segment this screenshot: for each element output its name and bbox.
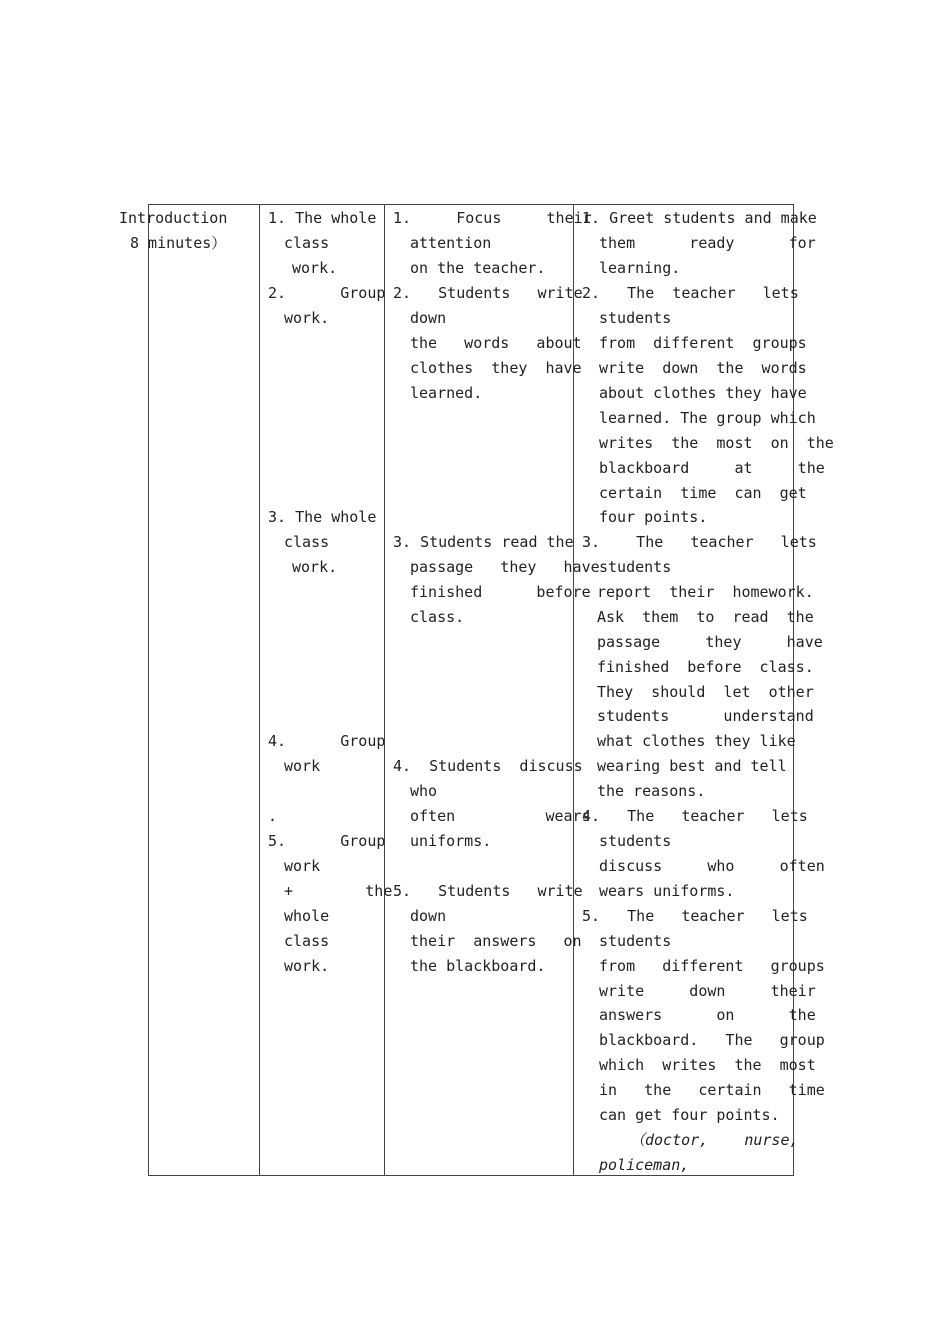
teacher-activity-line: learned. The group which [599,409,816,427]
teacher-activity-line: students [599,558,672,576]
teacher-activity-line: blackboard at the [599,459,825,477]
teacher-activity-line: 4. The teacher lets [582,807,808,825]
teacher-activity-line: blackboard. The group [599,1031,825,1049]
teacher-activity-line: write down the words [599,359,807,377]
organization-item: work. [284,957,330,975]
organization-item: 5. Group [268,832,386,850]
teacher-activity-line: students [599,832,672,850]
teacher-activity-line: from different groups [599,334,807,352]
teacher-activity-line: 2. The teacher lets [582,284,799,302]
organization-item: + the [284,882,393,900]
student-activity-line: 1. Focus their [393,209,592,227]
teacher-activity-line: answers on the [599,1006,816,1024]
organization-item: work. [292,558,338,576]
organization-item: class [284,932,330,950]
student-activity-line: 5. Students write [393,882,583,900]
organization-item: 4. Group [268,732,386,750]
student-activity-line: the words about [410,334,582,352]
teacher-activity-line: 3. The teacher lets [582,533,817,551]
teacher-activity-line: which writes the most [599,1056,816,1074]
teacher-activity-line: them ready for [599,234,816,252]
student-activity-line: 4. Students discuss [393,757,583,775]
teacher-activity-line: passage they have [597,633,823,651]
teacher-activity-line: learning. [599,259,681,277]
teacher-activity-line: from different groups [599,957,825,975]
organization-item: 1. The whole [268,209,377,227]
teacher-activity-line: wears uniforms. [599,882,735,900]
organization-item: work [284,857,321,875]
student-activity-line: often wears [410,807,591,825]
stage-duration: 8 minutes） [130,234,227,252]
teacher-activity-line: （doctor, nurse, [630,1131,799,1149]
student-activity-line: 2. Students write [393,284,583,302]
teacher-activity-line: the reasons. [597,782,706,800]
student-activity-line: their answers on [410,932,582,950]
organization-item: . [268,807,278,825]
teacher-activity-line: policeman, [599,1156,690,1174]
student-activity-line: down [410,309,447,327]
student-activity-line: clothes they have [410,359,582,377]
student-activity-line: finished before [410,583,591,601]
teacher-activity-line: can get four points. [599,1106,780,1124]
organization-item: work. [284,309,330,327]
teacher-activity-line: writes the most on the [599,434,834,452]
student-activity-line: the blackboard. [410,957,546,975]
teacher-activity-line: students [599,309,672,327]
organization-item: class [284,533,330,551]
teacher-activity-line: write down their [599,982,816,1000]
column-divider [259,204,260,1176]
stage-title: Introduction [119,209,228,227]
teacher-activity-line: what clothes they like [597,732,796,750]
student-activity-line: class. [410,608,465,626]
teacher-activity-line: students [599,932,672,950]
teacher-activity-line: certain time can get [599,484,807,502]
teacher-activity-line: 5. The teacher lets [582,907,808,925]
organization-item: work. [292,259,338,277]
teacher-activity-line: They should let other [597,683,814,701]
organization-item: whole [284,907,330,925]
student-activity-line: 3. Students read the [393,533,574,551]
organization-item: 3. The whole [268,508,377,526]
organization-item: work [284,757,321,775]
teacher-activity-line: report their homework. [597,583,814,601]
student-activity-line: on the teacher. [410,259,546,277]
teacher-activity-line: students understand [597,707,814,725]
organization-item: 2. Group [268,284,386,302]
student-activity-line: passage they have [410,558,600,576]
teacher-activity-line: Ask them to read the [597,608,814,626]
teacher-activity-line: four points. [599,508,708,526]
organization-item: class [284,234,330,252]
student-activity-line: attention [410,234,492,252]
teacher-activity-line: finished before class. [597,658,814,676]
teacher-activity-line: discuss who often [599,857,825,875]
student-activity-line: learned. [410,384,483,402]
teacher-activity-line: wearing best and tell [597,757,787,775]
student-activity-line: who [410,782,438,800]
student-activity-line: uniforms. [410,832,492,850]
teacher-activity-line: 1. Greet students and make [582,209,817,227]
student-activity-line: down [410,907,447,925]
teacher-activity-line: in the certain time [599,1081,825,1099]
teacher-activity-line: about clothes they have [599,384,807,402]
column-divider [384,204,385,1176]
